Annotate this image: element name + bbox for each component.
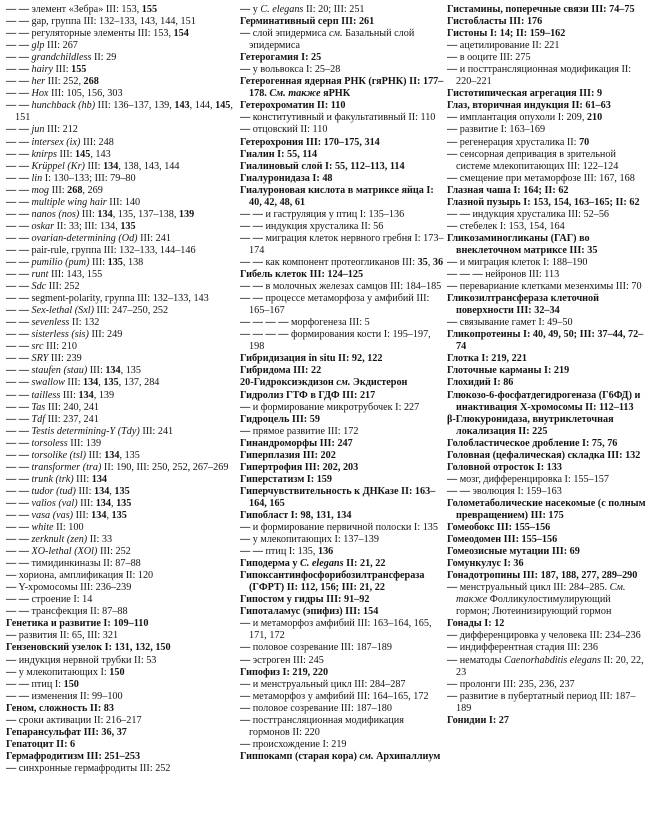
index-entry: Гипобласт I: 98, 131, 134	[240, 509, 352, 521]
index-entry: — — — — морфогенеза III: 5	[240, 317, 370, 329]
index-entry: — — tudor (tud) III: 134, 135	[6, 485, 130, 497]
index-entry: — у C. elegans II: 20; III: 251	[240, 4, 365, 15]
index-entry: Гинандроморфы III: 247	[240, 437, 353, 449]
index-entry: — прямое развитие III: 172	[240, 425, 359, 437]
index-entry: — у млекопитающих I: 150	[6, 666, 125, 678]
index-entry: — имплантация опухоли I: 209, 210	[447, 112, 603, 124]
index-entry: Головной отросток I: 133	[447, 461, 562, 473]
index-entry: — — runt III: 143, 155	[6, 269, 103, 281]
index-entry: Гипостом у гидры III: 91–92	[240, 594, 370, 606]
index-entry: Гидроцель III: 59	[240, 413, 320, 425]
index-entry: Гликопротеины I: 40, 49, 50; III: 37–44, 72–74	[447, 329, 644, 353]
index-entry: — и формирование микротрубочек I: 227	[240, 401, 420, 413]
index-entry: — — строение I: 14	[6, 594, 93, 606]
index-entry: — — индукция хрусталика II: 56	[240, 220, 384, 232]
index-entry: — метаморфоз у амфибий III: 164–165, 172	[240, 690, 429, 702]
index-entry: — слой эпидермиса см. Базальный слой эпидермиса	[240, 28, 415, 52]
index-entry: — — hunchback (hb) III: 136–137, 139, 143, 144, 145, 151	[6, 100, 233, 124]
index-entry: — посттрансляционная модификация гормонов II: 220	[240, 714, 404, 738]
index-entry: Гепарансульфат III: 36, 37	[6, 726, 127, 738]
index-entry: — у вольвокса I: 25–28	[240, 64, 341, 76]
index-entry: — — lin I: 130–133; III: 79–80	[6, 172, 136, 184]
index-entry: Глюкозо-6-фосфатдегидрогеназа (Г6ФД) и инактивация Х-хромосомы II: 112–113	[447, 389, 641, 413]
index-entry: — — тимидинкиназы II: 87–88	[6, 558, 141, 570]
index-entry: — — hairy III: 155	[6, 64, 87, 76]
index-entry: — — torsoless III: 139	[6, 437, 102, 449]
index-entry: — в ооците III: 275	[447, 52, 531, 64]
index-entry: Гликозаминогликаны (ГАГ) во внеклеточном матриксе III: 35	[447, 232, 598, 256]
index-entry: Гомеозисные мутации III: 69	[447, 546, 580, 558]
index-entry: — — Krüppel (Kr) III: 134, 138, 143, 144	[6, 160, 180, 172]
index-entry: — стебелек I: 153, 154, 164	[447, 220, 565, 232]
index-entry: Гиподерма у C. elegans II: 21, 22	[240, 558, 386, 570]
index-entry: — — птиц I: 150	[6, 678, 79, 690]
index-entry: Глазная чаша I: 164; II: 62	[447, 184, 569, 196]
index-entry: — — индукция хрусталика III: 52–56	[447, 208, 610, 220]
index-entry: — — элемент «Зебра» III: 153, 155	[6, 4, 158, 15]
index-entry: — — transformer (tra) II: 190, III: 250, 252, 267–269	[6, 461, 229, 473]
index-entry: — индифферентная стадия III: 236	[447, 642, 598, 654]
index-entry: — — staufen (stau) III: 134, 135	[6, 365, 141, 377]
index-entry: β-Глюкуронидаза, внутриклеточная локализация II: 225	[447, 413, 614, 437]
index-entry: — перевариание клетками мезенхимы III: 70	[447, 281, 642, 293]
index-column-2	[240, 4, 445, 815]
index-entry: — дифференцировка у человека III: 234–236	[447, 630, 641, 642]
index-entry: — менструальный цикл III: 284–285. См. также Фолликулостимулирующий гормон; Лютеинизирующий гормон	[447, 582, 626, 618]
index-entry: Гистотипическая агрегация III: 9	[447, 88, 603, 100]
index-entry: Гензеновский узелок I: 131, 132, 150	[6, 642, 171, 654]
index-entry: Глотка I: 219, 221	[447, 353, 527, 365]
index-entry: Гонадотропины III: 187, 188, 277, 289–290	[447, 570, 638, 582]
index-entry: — смещение при метаморфозе III: 167, 168	[447, 172, 635, 184]
index-entry: — развития II: 65, III: 321	[6, 630, 119, 642]
index-entry: Гиппокамп (старая кора) см. Архипаллиум	[240, 750, 441, 762]
index-entry: — ацетилирование II: 221	[447, 40, 560, 52]
index-entry: — связывание гамет I: 49–50	[447, 317, 573, 329]
index-entry: — — Testis determining-Y (Tdy) III: 241	[6, 425, 174, 437]
index-entry: Гипоталамус (эпифиз) III: 154	[240, 606, 379, 618]
index-entry: Герминативный серп III: 261	[240, 16, 375, 28]
index-entry: — — — нейронов III: 113	[447, 269, 560, 281]
index-entry: — и формирование первичной полоски I: 135	[240, 522, 438, 534]
index-entry: — пролонги III: 235, 236, 237	[447, 678, 575, 690]
index-entry: Гибридома III: 22	[240, 365, 322, 377]
index-entry: — — ovarian-determining (Od) III: 241	[6, 232, 171, 244]
index-entry: — — white II: 100	[6, 522, 84, 534]
index-entry: — сенсорная депривация в зрительной системе млекопитающих III: 122–124	[447, 148, 619, 172]
index-entry: — — knirps III: 145, 143	[6, 148, 111, 160]
index-entry: — — Tas III: 240, 241	[6, 401, 100, 413]
index-entry: — — Sdc III: 252	[6, 281, 80, 293]
index-entry: — — vasa (vas) III: 134, 135	[6, 509, 127, 521]
index-entry: — — трансфекция II: 87–88	[6, 606, 128, 618]
index-entry: — — как компонент протеогликанов III: 35, 36	[240, 256, 444, 268]
index-entry: — Y-хромосомы III: 236–239	[6, 582, 132, 594]
index-entry: Геном, сложность II: 83	[6, 702, 114, 714]
index-entry: — — gap, группа III: 132–133, 143, 144, 151	[6, 16, 196, 28]
index-entry: — — jun III: 212	[6, 124, 78, 136]
index-entry: — — oskar II: 33; III: 134, 135	[6, 220, 136, 232]
index-entry: Гистоны I: 14; II: 159–162	[447, 28, 566, 40]
index-entry: Гетерогенная ядерная РНК (гяРНК) II: 177–178. См. также яРНК	[240, 76, 444, 100]
index-entry: — регенерация хрусталика II: 70	[447, 136, 590, 148]
index-entry: Глаз, вторичная индукция II: 61–63	[447, 100, 611, 112]
index-entry: — сроки активации II: 216–217	[6, 714, 142, 726]
index-entry: — — zerknult (zen) II: 33	[6, 534, 113, 546]
index-entry: — и посттрансляционная модификация II: 220–221	[447, 64, 632, 88]
index-entry: — — регуляторные элементы III: 153, 154	[6, 28, 189, 40]
index-entry: Гонидии I: 27	[447, 714, 509, 726]
index-entry: — хориона, амплификация II: 120	[6, 570, 154, 582]
index-entry: Гипертрофия III: 202, 203	[240, 461, 359, 473]
index-entry: Гомеобокс III: 155–156	[447, 522, 551, 534]
index-entry: Глоточные карманы I: 219	[447, 365, 570, 377]
index-entry: — мозг, дифференцировка I: 155–157	[447, 473, 609, 485]
index-entry: — — в молочных железах самцов III: 184–185	[240, 281, 442, 293]
index-entry: — половое созревание III: 187–189	[240, 642, 392, 654]
index-entry: Гиалин I: 55, 114	[240, 148, 318, 160]
index-entry: Гидролиз ГТФ в ГДФ III: 217	[240, 389, 376, 401]
index-entry: 20-Гидроксиэкдизон см. Экдистерон	[240, 377, 408, 389]
index-entry: Гиалиновый слой I: 55, 112–113, 114	[240, 160, 405, 172]
index-entry: — отцовский II: 110	[240, 124, 328, 136]
index-entry: — — glp III: 267	[6, 40, 78, 52]
index-entry: — — процессе метаморфоза у амфибий III: 165–167	[240, 293, 430, 317]
index-entry: — — Sex-lethal (Sxl) III: 247–250, 252	[6, 305, 169, 317]
index-entry: — — изменения II: 99–100	[6, 690, 123, 702]
index-entry: — нематоды Caenorhabditis elegans II: 20, 22, 23	[447, 654, 644, 678]
index-entry: — и метаморфоз амфибий III: 163–164, 165, 171, 172	[240, 618, 432, 642]
index-entry: Гиперчувствительность к ДНКазе II: 163–164, 165	[240, 485, 436, 509]
index-entry: — — multiple wing hair III: 140	[6, 196, 141, 208]
index-entry: Гибель клеток III: 124–125	[240, 269, 364, 281]
index-entry: Голометаболические насекомые (с полным превращением) III: 175	[447, 497, 646, 521]
index-entry: Гистамины, поперечные связи III: 74–75	[447, 4, 635, 15]
index-entry: — развитие I: 163–169	[447, 124, 546, 136]
index-entry: — — pair-rule, группа III: 132–133, 144–146	[6, 244, 196, 256]
index-entry: — — Tdf III: 237, 241	[6, 413, 99, 425]
index-entry: — развитие в пубертатный период III: 187–189	[447, 690, 636, 714]
index-entry: — — птиц I: 135, 136	[240, 546, 334, 558]
index-entry: — — valios (val) III: 134, 135	[6, 497, 132, 509]
index-entry: Гермафродитизм III: 251–253	[6, 750, 141, 762]
index-entry: — — миграция клеток нервного гребня I: 173–174	[240, 232, 444, 256]
index-entry: — синхронные гермафродиты III: 252	[6, 762, 171, 774]
index-entry: — — tailless III: 134, 139	[6, 389, 115, 401]
index-entry: Гиалуронидаза I: 48	[240, 172, 333, 184]
index-entry: — индукция нервной трубки II: 53	[6, 654, 157, 666]
index-entry: — — sisterless (sis) III: 249	[6, 329, 123, 341]
index-entry: — — и гаструляция у птиц I: 135–136	[240, 208, 405, 220]
index-entry: Гиалуроновая кислота в матриксе яйца I: 40, 42, 48, 61	[240, 184, 434, 208]
index-entry: — — mog III: 268, 269	[6, 184, 103, 196]
index-entry: Гомеодомен III: 155–156	[447, 534, 558, 546]
index-entry: — — эволюция I: 159–163	[447, 485, 562, 497]
index-entry: — — her III: 252, 268	[6, 76, 99, 88]
index-entry: — и менструальный цикл III: 284–287	[240, 678, 406, 690]
index-entry: Глазной пузырь I: 153, 154, 163–165; II: 62	[447, 196, 640, 208]
index-entry: Гибридизация in situ II: 92, 122	[240, 353, 383, 365]
index-entry: Генетика и развитие I: 109–110	[6, 618, 149, 630]
index-entry: Головная (цефалическая) складка III: 132	[447, 449, 641, 461]
index-entry: — — — — формирования кости I: 195–197, 198	[240, 329, 431, 353]
index-entry: Гетерохроматин II: 110	[240, 100, 346, 112]
index-entry: — — SRY III: 239	[6, 353, 82, 365]
index-column-3	[447, 4, 647, 815]
index-entry: — — torsolike (tsl) III: 134, 135	[6, 449, 140, 461]
index-entry: — у млекопитающих I: 137–139	[240, 534, 379, 546]
index-entry: Гипофиз I: 219, 220	[240, 666, 329, 678]
index-entry: — — XO-lethal (XOl) III: 252	[6, 546, 131, 558]
index-entry: — — intersex (ix) III: 248	[6, 136, 114, 148]
index-entry: — — Hox III: 105, 156, 303	[6, 88, 123, 100]
index-entry: Гетерохрония III: 170–175, 314	[240, 136, 380, 148]
index-entry: Гетерогамия I: 25	[240, 52, 322, 64]
index-entry: — — nanos (nos) III: 134, 135, 137–138, 139	[6, 208, 195, 220]
index-entry: Гистобласты III: 176	[447, 16, 543, 28]
index-entry: — происхождение I: 219	[240, 738, 347, 750]
index-entry: — конститутивный и факультативный II: 110	[240, 112, 436, 124]
index-entry: Голобластическое дробление I: 75, 76	[447, 437, 618, 449]
index-entry: — — segment-polarity, группа III: 132–133, 143	[6, 293, 209, 305]
index-entry: — — trunk (trk) III: 134	[6, 473, 108, 485]
index-entry: — — sevenless II: 132	[6, 317, 100, 329]
index-entry: Гонады I: 12	[447, 618, 505, 630]
index-entry: — половое созревание III: 187–180	[240, 702, 392, 714]
index-entry: Гомункулус I: 36	[447, 558, 524, 570]
index-entry: — — src III: 210	[6, 341, 77, 353]
index-entry: — — pumilio (pum) III: 135, 138	[6, 256, 144, 268]
index-entry: Глохидий I: 86	[447, 377, 514, 389]
index-entry: — и миграция клеток I: 188–190	[447, 256, 588, 268]
index-column-1	[6, 4, 238, 815]
index-entry: — эстроген III: 245	[240, 654, 324, 666]
index-entry: Гепатоцит II: 6	[6, 738, 76, 750]
index-entry: — — swallow III: 134, 135, 137, 284	[6, 377, 160, 389]
index-entry: Гиперстатизм I: 159	[240, 473, 332, 485]
index-entry: — — grandchildless II: 29	[6, 52, 117, 64]
index-entry: Гиперплазия III: 202	[240, 449, 336, 461]
index-entry: Гликозилтрансфераза клеточной поверхности III: 32–34	[447, 293, 600, 317]
index-entry: Гипоксантинфосфорибозилтрансфераза (ГФРТ) II: 112, 156; III: 21, 22	[240, 570, 425, 594]
